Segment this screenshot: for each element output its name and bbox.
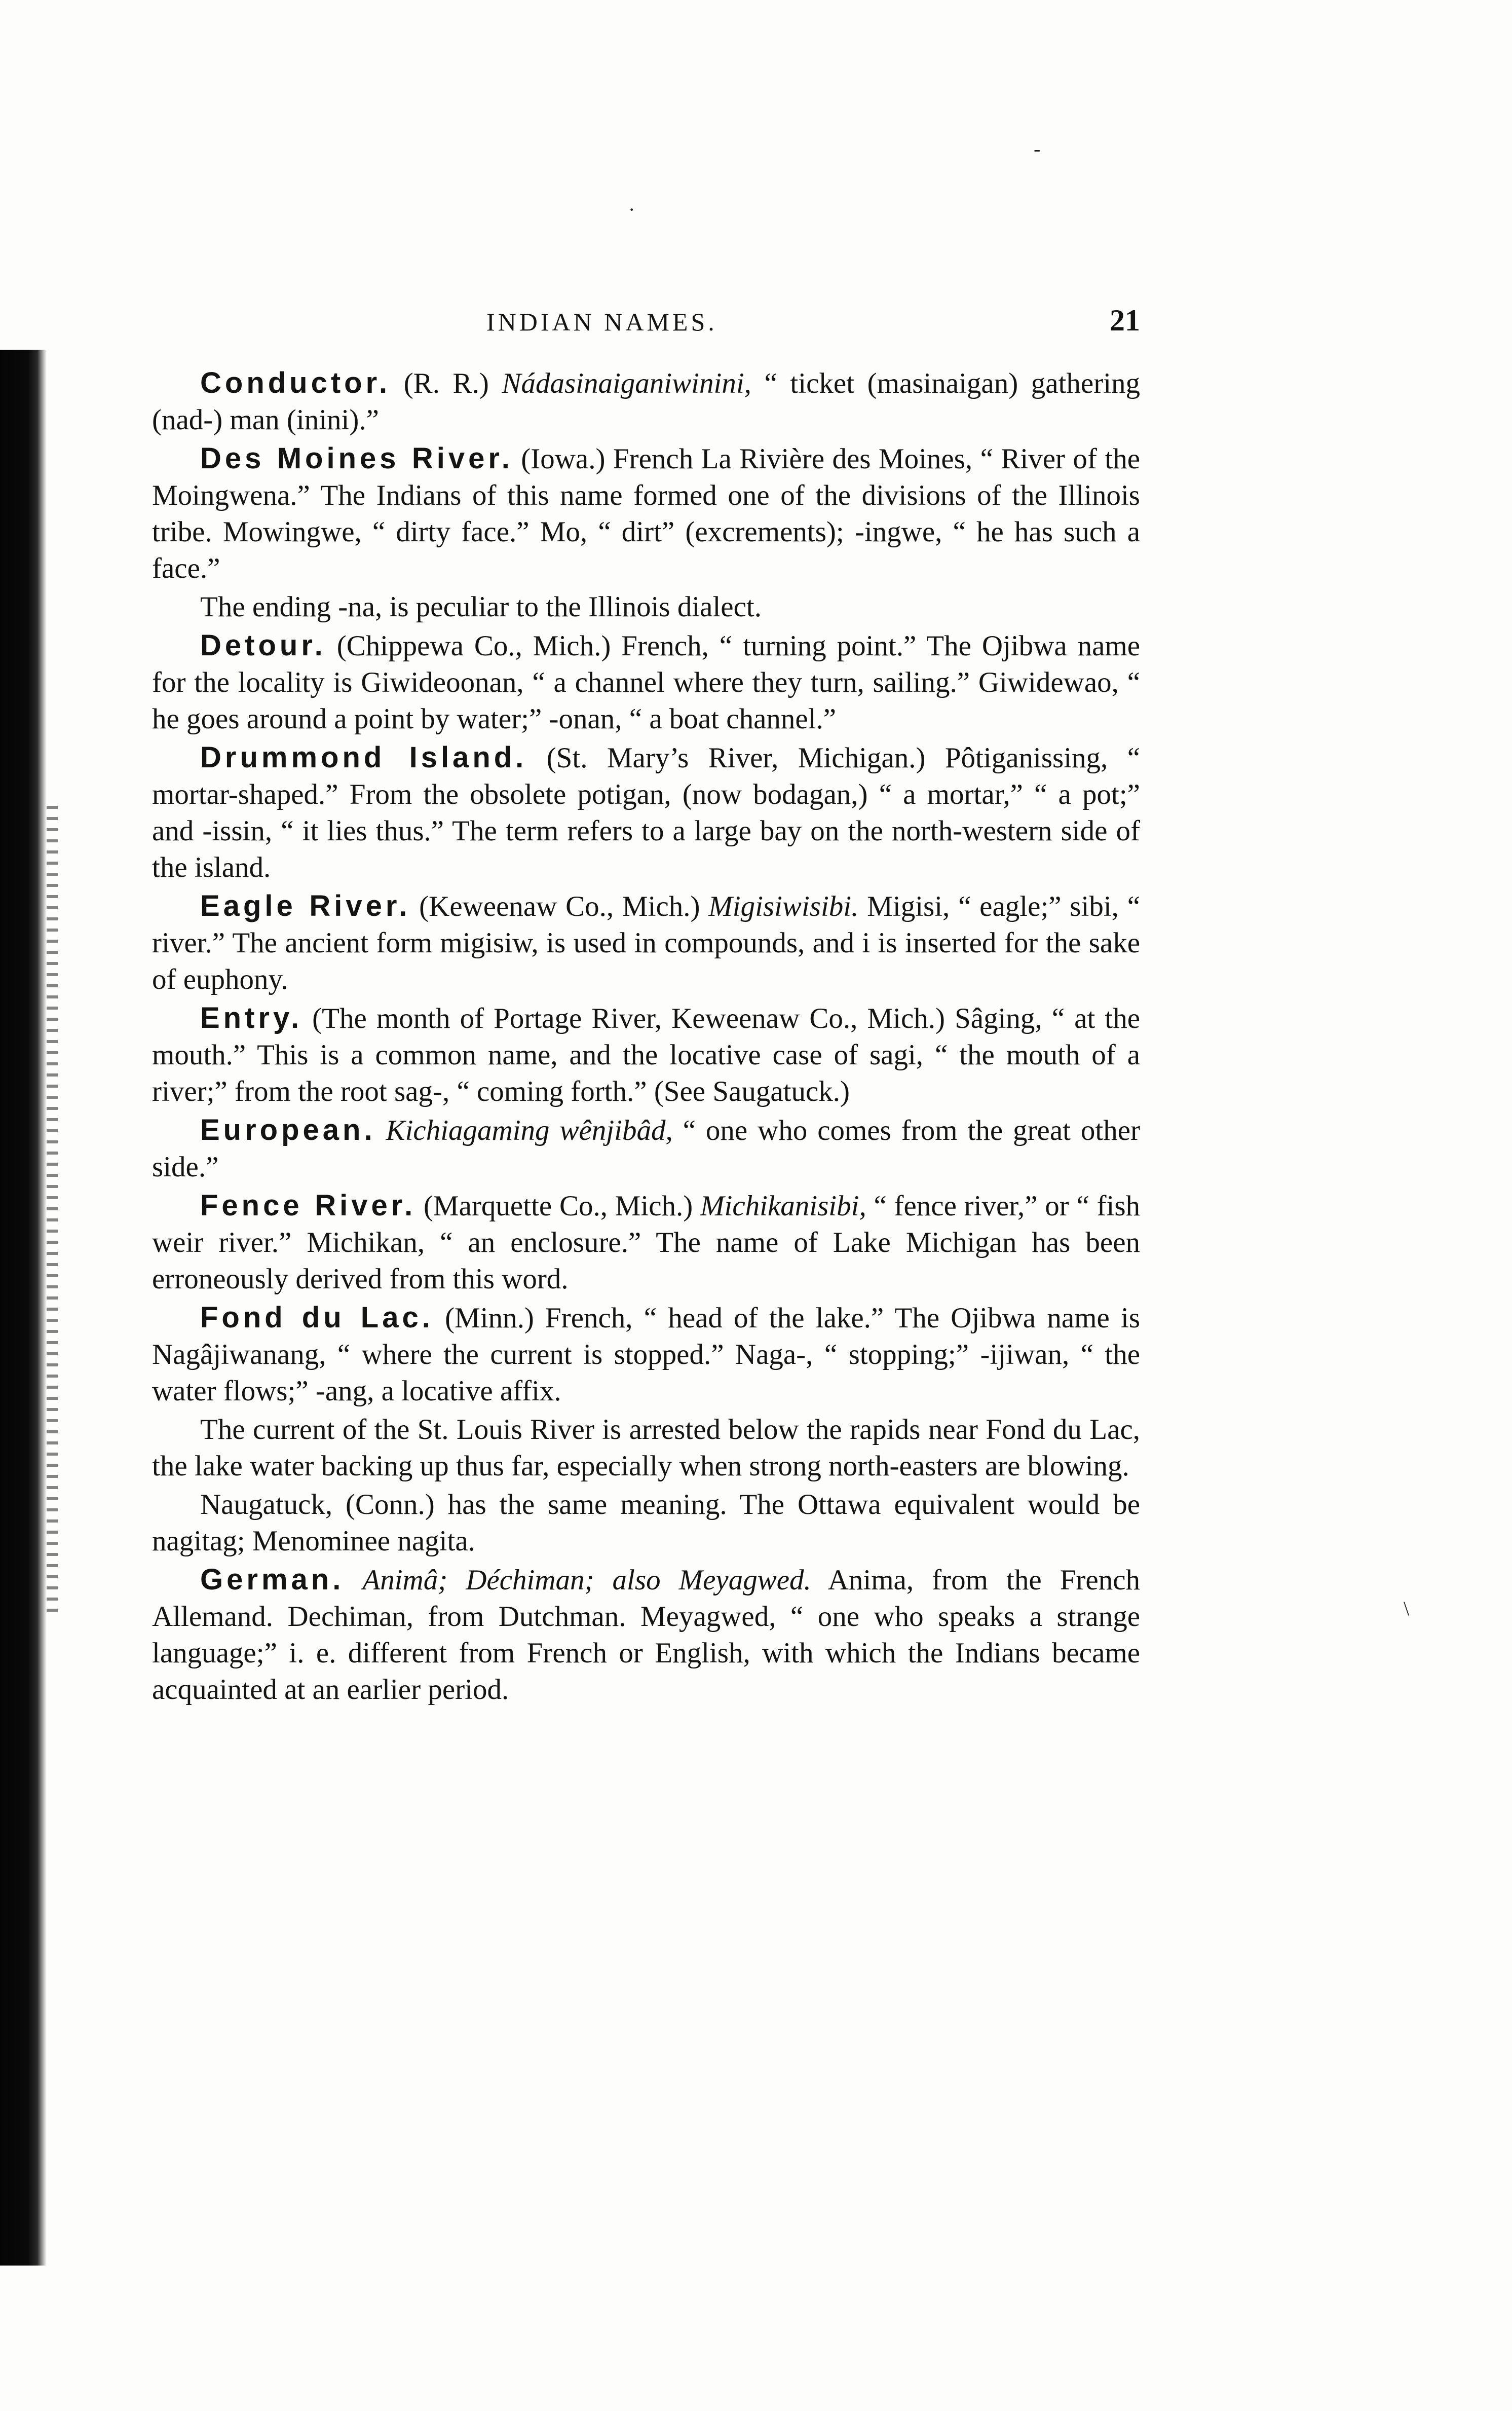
dictionary-text [152,365,1140,1710]
entry-native-name: Michikanisibi, [700,1190,866,1222]
print-speck: - [1034,137,1041,160]
entry-term: Conductor. [200,366,391,399]
entry-location: (Iowa.) [521,443,606,475]
entry-term: Eagle River. [200,889,411,922]
entry-definition: The current of the St. Louis River is arrested below the rapids near Fond du Lac, the lake water backing up thus far, especially when strong north-easters are blowing. [152,1414,1140,1482]
entry-term: European. [200,1114,376,1146]
entry-note-illinois [152,589,1140,625]
entry-definition: French La Rivière des Moines, “ River of the Moingwena.” The Indians of this name formed one of the divisions of the Illinois tribe. Mowingwe, “ dirty face.” Mo, “ dirt” (excrements); -ingwe, “ he has such a face.” [152,443,1140,584]
entry-definition: “ ticket (masinaigan) gathering (nad-) man (inini).” [152,367,1141,436]
entry-german [152,1562,1140,1708]
entry-term: Fence River. [200,1189,417,1222]
entry-drummond-island [152,739,1140,886]
entry-location: (Marquette Co., Mich.) [423,1190,693,1222]
entry-term: German. [200,1563,345,1596]
entry-native-name: Migisiwisibi. [708,891,859,922]
entry-location: (Keweenaw Co., Mich.) [419,891,700,922]
entry-conductor [152,365,1140,438]
entry-term: Entry. [200,1002,303,1034]
page-number: 21 [1110,304,1140,337]
entry-term: Detour. [200,629,326,662]
entry-fond-du-lac [152,1300,1140,1409]
entry-term: Drummond Island. [200,741,527,774]
entry-native-name: Nádasinaiganiwinini, [502,367,751,399]
entry-detour [152,627,1140,737]
entry-definition: The ending -na, is peculiar to the Illinois dialect. [200,591,762,623]
entry-location: (Minn.) [445,1302,534,1334]
running-title: INDIAN NAMES. [486,308,717,336]
entry-term: Fond du Lac. [200,1301,434,1334]
entry-definition: Naugatuck, (Conn.) has the same meaning. The Ottawa equivalent would be nagitag; Menominee nagita. [152,1489,1140,1557]
entry-des-moines-river [152,440,1140,587]
entry-term: Des Moines River. [200,442,513,475]
entry-definition: Anima, from the French Allemand. Dechiman, from Dutchman. Meyagwed, “ one who speaks a strange language;” i. e. different from French or English, with which the Indians became acquainted at an earlier period. [152,1564,1141,1705]
entry-entry [152,1000,1140,1110]
running-head [152,303,1140,344]
entry-definition: French, “ head of the lake.” The Ojibwa name is Nagâjiwanang, “ where the current is stopped.” Naga-, “ stopping;” -ijiwan, “ the water flows;” -ang, a locative affix. [152,1302,1141,1407]
entry-definition: “ fence river,” or “ fish weir river.” Michikan, “ an enclosure.” The name of Lake Michigan has been erroneously derived from this word. [152,1190,1141,1295]
entry-note-naugatuck [152,1487,1140,1560]
entry-definition: French, “ turning point.” The Ojibwa name for the locality is Giwideoonan, “ a channel where they turn, sailing.” Giwidewao, “ he goes around a point by water;” -onan, “ a boat channel.” [152,630,1141,735]
entry-note-st-louis-river [152,1412,1140,1485]
entry-definition: Pôtiganissing, “ mortar-shaped.” From the obsolete potigan, (now bodagan,) “ a mortar,” “ a pot;” and -issin, “ it lies thus.” The term refers to a large bay on the north-western side of the island. [152,742,1141,883]
entry-european [152,1112,1140,1185]
entry-definition: Migisi, “ eagle;” sibi, “ river.” The ancient form migisiw, is used in compounds, and i is inserted for the sake of euphony. [152,891,1140,995]
entry-eagle-river [152,888,1140,998]
entry-definition: Sâging, “ at the mouth.” This is a common name, and the locative case of sagi, “ the mouth of a river;” from the root sag-, “ coming forth.” (See Saugatuck.) [152,1003,1141,1107]
binding-shadow [0,350,47,2266]
entry-location: (St. Mary’s River, Michigan.) [546,742,926,774]
print-speck: · [628,198,635,221]
entry-native-name: Animâ; Déchiman; also Meyagwed. [362,1564,811,1596]
entry-location: (Chippewa Co., Mich.) [336,630,611,662]
entry-definition: “ one who comes from the great other side.” [152,1115,1141,1183]
print-speck: \ [1404,1597,1410,1620]
entry-fence-river [152,1188,1140,1297]
entry-location: (R. R.) [403,367,489,399]
entry-location: (The month of Portage River, Keweenaw Co., Mich.) [312,1003,945,1034]
entry-native-name: Kichiagaming wênjibâd, [386,1115,673,1146]
